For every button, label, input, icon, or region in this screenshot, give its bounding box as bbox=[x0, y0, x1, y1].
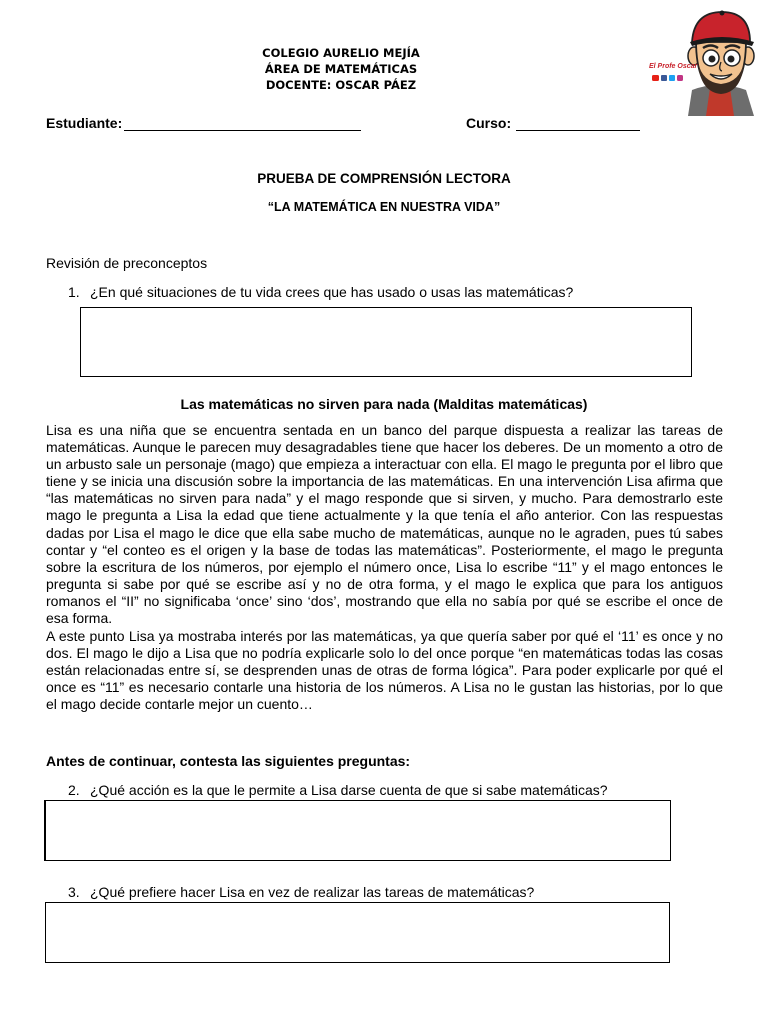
reading-title: Las matemáticas no sirven para nada (Malditas matemáticas) bbox=[180, 396, 588, 412]
answer-box-2[interactable] bbox=[44, 800, 671, 861]
avatar-cap-button bbox=[720, 11, 725, 16]
instagram-icon bbox=[677, 75, 683, 81]
student-field-row bbox=[46, 115, 361, 131]
school-name: COLEGIO AURELIO MEJÍA bbox=[262, 46, 420, 60]
preconcepts-heading: Revisión de preconceptos bbox=[46, 255, 208, 271]
avatar-left-pupil bbox=[709, 56, 716, 63]
reading-paragraph-1: Lisa es una niña que se encuentra sentada en un banco del parque dispuesta a realizar las tareas de matemáticas. Aunque le parecen muy desagradables tiene que hacer los deberes. De un momento a otro de un arbusto sale un personaje (mago) que empieza a interactuar con ella. El mago le pregunta por el libro que tiene y se inicia una discusión sobre la importancia de las matemáticas. En una intervención Lisa afirma que “las matemáticas no sirven para nada” y el mago responde que si sirven, y mucho. Para demostrarlo este mago le pregunta a Lisa la edad que tiene actualmente y la que tenía el año anterior. Con las respuestas dadas por Lisa el mago le dice que ella sabe mucho de matemáticas, aunque no le agraden, pues tú sabes contar y “el conteo es el origen y la base de todas las matemáticas”. Posteriormente, el mago le pregunta sobre la escritura de los números, por ejemplo el número once, Lisa lo escribe “11” y el mago entonces le pregunta si sabe por qué se escribe así y no de otra forma, y el mago le explica que para los antiguos romanos el “II” no significaba ‘once’ sino ‘dos’, mostrando que ella no sabía por qué se escribe el once de esa forma. bbox=[46, 422, 723, 627]
test-title: PRUEBA DE COMPRENSIÓN LECTORA bbox=[257, 171, 511, 186]
course-line[interactable] bbox=[516, 116, 640, 131]
twitter-icon bbox=[669, 75, 675, 81]
question-3 bbox=[68, 884, 534, 901]
question-1-number: 1. bbox=[68, 284, 80, 300]
question-2 bbox=[68, 782, 608, 799]
question-3-text: ¿Qué prefiere hacer Lisa en vez de realizar las tareas de matemáticas? bbox=[90, 884, 535, 900]
school-header bbox=[200, 45, 482, 93]
youtube-icon bbox=[652, 75, 659, 81]
student-name-line[interactable] bbox=[124, 116, 361, 131]
question-1 bbox=[68, 284, 573, 301]
questions-heading: Antes de continuar, contesta las siguientes preguntas: bbox=[46, 753, 411, 769]
question-2-number: 2. bbox=[68, 782, 80, 798]
facebook-icon bbox=[661, 75, 667, 81]
course-field-row bbox=[466, 115, 640, 131]
teacher-avatar-logo bbox=[648, 4, 762, 116]
question-1-text: ¿En qué situaciones de tu vida crees que has usado o usas las matemáticas? bbox=[90, 284, 574, 300]
answer-box-1[interactable] bbox=[80, 307, 692, 377]
avatar-right-pupil bbox=[728, 56, 735, 63]
question-3-number: 3. bbox=[68, 884, 80, 900]
question-2-text: ¿Qué acción es la que le permite a Lisa darse cuenta de que si sabe matemáticas? bbox=[90, 782, 608, 798]
logo-wordmark: El Profe Oscar bbox=[649, 63, 698, 70]
reading-paragraph-2: A este punto Lisa ya mostraba interés por las matemáticas, ya que quería saber por qué el ‘11’ es once y no dos. El mago le dijo a Lisa que no podría explicarle solo lo del once porque “en matemáticas todas las cosas están relacionadas entre sí, se desprenden unas de otras de forma lógica”. Para poder explicarle por qué el once es “11” es necesario contarle una historia de los números. A Lisa no le gustan las historias, por lo que el mago decide contarle mejor un cuento… bbox=[46, 628, 723, 713]
area-name: ÁREA DE MATEMÁTICAS bbox=[264, 62, 418, 76]
test-subtitle: “LA MATEMÁTICA EN NUESTRA VIDA” bbox=[267, 200, 501, 214]
answer-box-3[interactable] bbox=[45, 902, 670, 963]
course-label: Curso: bbox=[466, 115, 512, 131]
teacher-name: DOCENTE: OSCAR PÁEZ bbox=[265, 78, 417, 92]
student-label: Estudiante: bbox=[46, 115, 123, 131]
